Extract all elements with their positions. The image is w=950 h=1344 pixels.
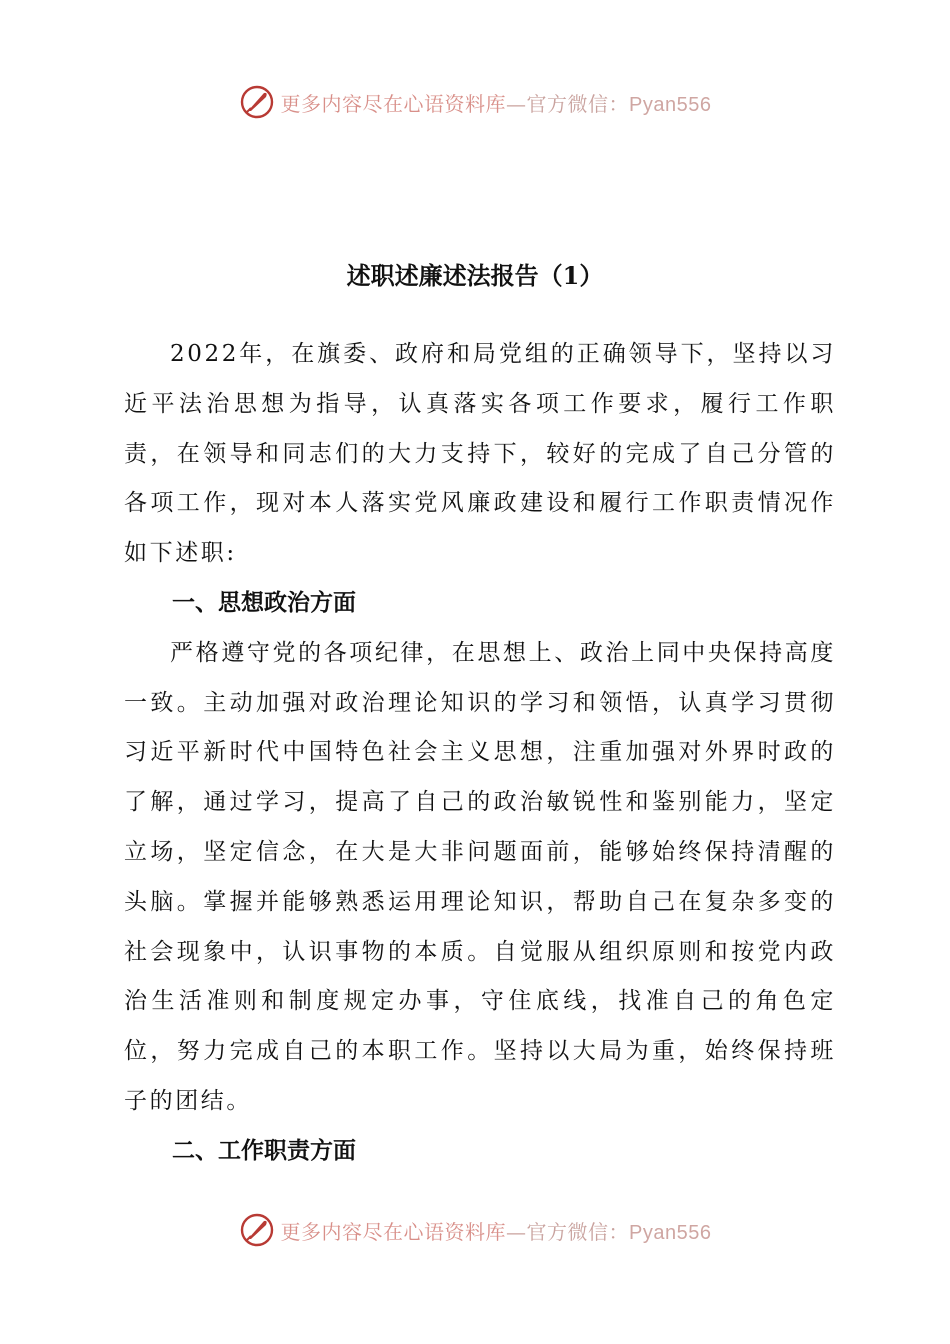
section-heading-ideology: 一、思想政治方面 xyxy=(172,589,356,616)
footer-watermark xyxy=(0,1210,950,1250)
intro-paragraph: 2022年，在旗委、政府和局党组的正确领导下，坚持以习近平法治思想为指导，认真落实各项工作要求，履行工作职责，在领导和同志们的大力支持下，较好的完成了自己分管的各项工作，现对本人落实党风廉政建设和履行工作职责情况作如下述职: xyxy=(124,341,836,567)
section-heading-duties: 二、工作职责方面 xyxy=(172,1137,356,1164)
watermark-separator: — xyxy=(506,1219,527,1244)
watermark-contact-id: Pyan556 xyxy=(629,1221,712,1244)
quill-pen-logo-icon xyxy=(239,1212,275,1248)
quill-pen-logo-icon xyxy=(239,84,275,120)
watermark-separator: — xyxy=(506,91,527,116)
section-paragraph-ideology: 严格遵守党的各项纪律，在思想上、政治上同中央保持高度一致。主动加强对政治理论知识的学习和领悟，认真学习贯彻习近平新时代中国特色社会主义思想，注重加强对外界时政的了解，通过学习，提高了自己的政治敏锐性和鉴别能力，坚定立场，坚定信念，在大是大非问题面前，能够始终保持清醒的头脑。掌握并能够熟悉运用理论知识，帮助自己在复杂多变的社会现象中，认识事物的本质。自觉服从组织原则和按党内政治生活准则和制度规定办事，守住底线，找准自己的角色定位，努力完成自己的本职工作。坚持以大局为重，始终保持班子的团结。 xyxy=(124,639,836,1114)
watermark-text xyxy=(281,1216,712,1245)
watermark-brand: 更多内容尽在心语资料库 xyxy=(280,91,507,116)
watermark-contact-label: 官方微信： xyxy=(526,91,630,116)
watermark-brand: 更多内容尽在心语资料库 xyxy=(280,1219,507,1244)
watermark-text xyxy=(281,88,712,117)
document-body xyxy=(124,330,836,1177)
header-watermark xyxy=(0,82,950,122)
watermark-contact-id: Pyan556 xyxy=(629,93,712,116)
document-title: 述职述廉述法报告（1） xyxy=(346,261,604,290)
watermark-contact-label: 官方微信： xyxy=(526,1219,630,1244)
